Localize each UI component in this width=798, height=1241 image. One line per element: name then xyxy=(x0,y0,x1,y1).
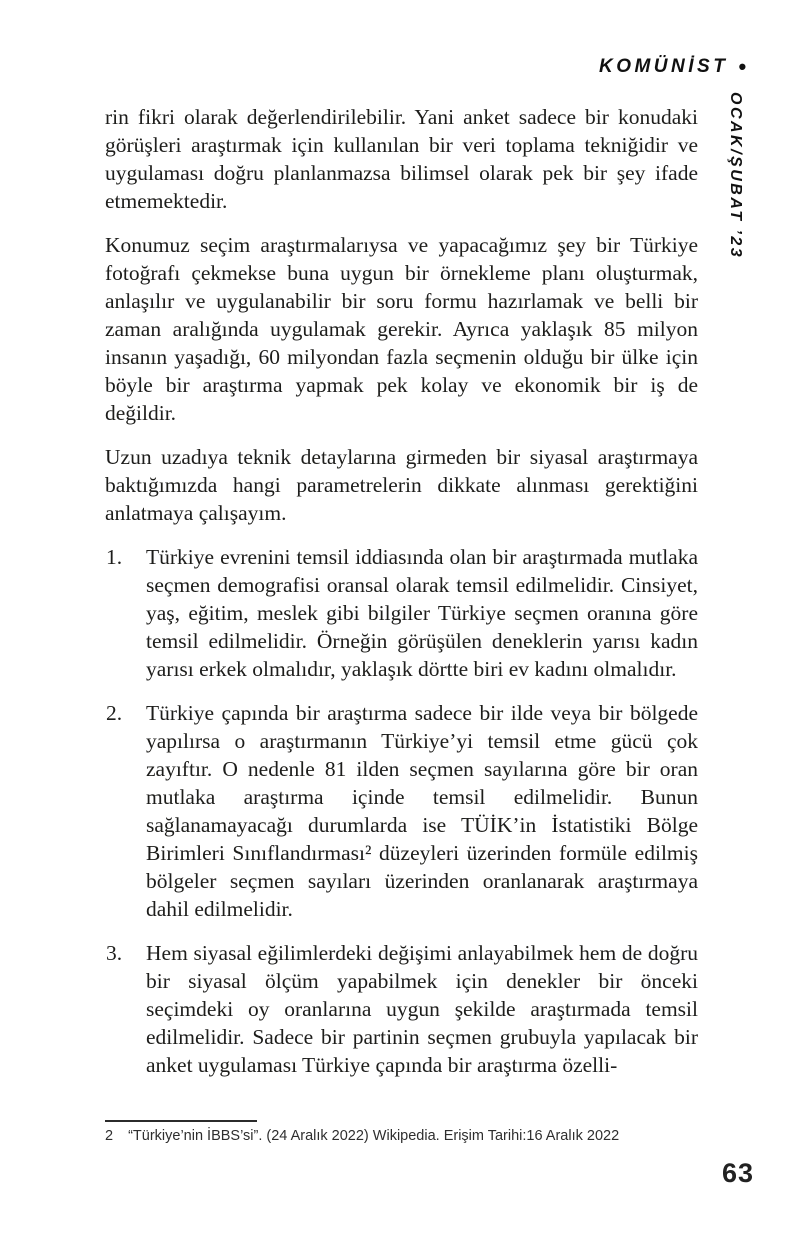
page-number: 63 xyxy=(721,1158,754,1188)
list-item-number: 2. xyxy=(106,701,123,725)
issue-date-vertical: OCAK/ŞUBAT ’23 xyxy=(727,92,744,260)
numbered-list-item xyxy=(105,699,698,923)
list-item-text: Türkiye çapında bir araştırma sadece bir ilde veya bir bölgede yapılırsa o araştırmanın Türkiye’yi temsil etme gücü çok zayıftır. O nedenle 81 ilden seçmen sayılarına göre bir oran mutlaka araştırma içinde temsil edilmelidir. Bunun sağlanamayacağı durumlarda ise TÜİK’in İstatistiki Bölge Birimleri Sınıflandırması² düzeyleri üzerinden formüle edilmiş bölgeler seçmen sayıları üzerinden oranlanarak araştırmaya dahil edilmelidir. xyxy=(146,701,698,921)
journal-header xyxy=(599,56,746,78)
bullet-icon: • xyxy=(738,54,746,79)
numbered-list-item xyxy=(105,543,698,683)
footnote-number: 2 xyxy=(105,1128,114,1144)
paragraph: Uzun uzadıya teknik detaylarına girmeden bir siyasal araştırmaya baktığımızda hangi parametrelerin dikkate alınması gerektiğini anlatmaya çalışayım. xyxy=(105,445,698,525)
article-body xyxy=(105,103,698,1095)
list-item-text: Türkiye evrenini temsil iddiasında olan bir araştırmada mutlaka seçmen demografisi oransal olarak temsil edilmelidir. Cinsiyet, yaş, eğitim, meslek gibi bilgiler Türkiye seçmen oranına göre temsil edilmelidir. Örneğin görüşülen deneklerin yarısı kadın yarısı erkek olmalıdır, yaklaşık dörtte biri ev kadını olmalıdır. xyxy=(146,545,698,681)
list-item-text: Hem siyasal eğilimlerdeki değişimi anlayabilmek hem de doğru bir siyasal ölçüm yapabilmek için denekler bir önceki seçimdeki oy oranlarına uygun şekilde araştırmada temsil edilmelidir. Sadece bir partinin seçmen grubuyla yapılacak bir anket uygulaması Türkiye çapında bir araştırma özelli- xyxy=(146,941,698,1077)
journal-title: KOMÜNİST xyxy=(598,56,729,77)
list-item-number: 1. xyxy=(106,545,123,569)
paragraph: Konumuz seçim araştırmalarıysa ve yapacağımız şey bir Türkiye fotoğrafı çekmekse buna uygun bir örnekleme planı oluşturmak, anlaşılır ve uygulanabilir bir soru formu hazırlamak ve belli bir zaman aralığında uygulamak gerekir. Ayrıca yaklaşık 85 milyon insanın yaşadığı, 60 milyondan fazla seçmenin olduğu bir ülke için böyle bir araştırma yapmak pek kolay ve ekonomik bir iş de değildir. xyxy=(105,233,698,425)
list-item-number: 3. xyxy=(106,941,123,965)
paragraph: rin fikri olarak değerlendirilebilir. Yani anket sadece bir konudaki görüşleri araştırmak için kullanılan bir veri toplama tekniğidir ve uygulaması doğru planlanmazsa bilimsel olarak pek bir şey ifade etmemektedir. xyxy=(105,105,698,213)
footnote-text: “Türkiye’nin İBBS’si”. (24 Aralık 2022) Wikipedia. Erişim Tarihi:16 Aralık 2022 xyxy=(128,1128,620,1144)
footnote xyxy=(105,1127,705,1146)
numbered-list-item xyxy=(105,939,698,1079)
footnote-rule xyxy=(105,1120,257,1122)
